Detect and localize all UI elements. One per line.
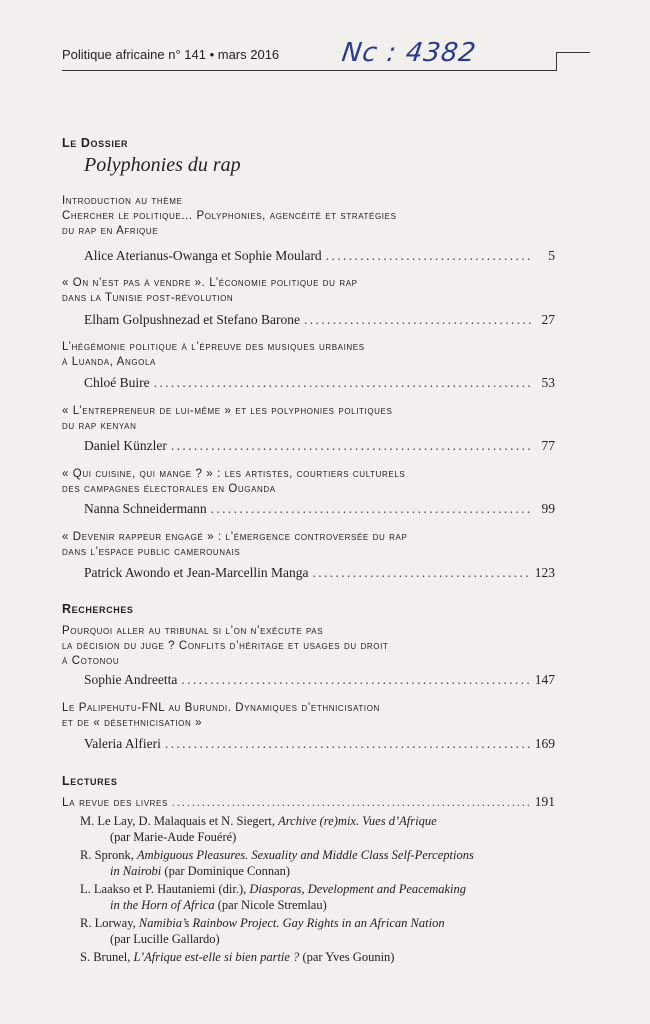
corner-mark: [556, 52, 557, 71]
review-item[interactable]: [80, 949, 520, 965]
title-line: « Qui cuisine, qui mange ? » : les artistes, courtiers culturels: [62, 468, 406, 480]
review-item[interactable]: [80, 881, 520, 913]
page-number: 147: [534, 672, 555, 687]
review-item[interactable]: [80, 915, 520, 947]
review-author: R. Spronk,: [80, 848, 137, 862]
article-title: [62, 340, 542, 370]
review-reviewer: (par Lucille Gallardo): [110, 932, 220, 946]
title-line: L’hégémonie politique à l’épreuve des musiques urbaines: [62, 341, 365, 353]
toc-entry[interactable]: [84, 736, 555, 752]
review-book-title: Diasporas, Development and Peacemaking: [249, 882, 467, 896]
article-authors: Patrick Awondo et Jean-Marcellin Manga: [84, 565, 309, 580]
section-heading-lectures: Lectures: [62, 774, 118, 788]
article-title: [62, 701, 542, 731]
review-reviewer: (par Yves Gounin): [299, 950, 395, 964]
leader-dots: [154, 375, 533, 391]
title-line: Pourquoi aller au tribunal si l’on n’exécute pas: [62, 625, 324, 637]
review-book-title: Ambiguous Pleasures. Sexuality and Middle Class Self-Perceptions: [136, 848, 474, 862]
section-heading-recherches: Recherches: [62, 602, 134, 616]
toc-entry[interactable]: [84, 438, 555, 454]
leader-dots: [312, 565, 530, 581]
article-title: [62, 276, 542, 306]
leader-dots: [304, 312, 533, 328]
toc-entry[interactable]: [84, 248, 555, 264]
leader-dots: [171, 438, 533, 454]
review-item[interactable]: [80, 813, 520, 845]
leader-dots: [165, 736, 531, 752]
toc-entry[interactable]: [84, 565, 555, 581]
review-reviewer: (par Marie-Aude Fouéré): [110, 830, 237, 844]
review-author: L. Laakso et P. Hautaniemi (dir.),: [80, 882, 250, 896]
toc-entry-revue[interactable]: [62, 794, 555, 810]
review-book-title-cont: in the Horn of Africa: [110, 898, 215, 912]
leader-dots: [326, 248, 533, 264]
article-authors: Alice Aterianus-Owanga et Sophie Moulard: [84, 248, 322, 263]
leader-dots: [211, 501, 533, 517]
article-authors: Nanna Schneidermann: [84, 501, 207, 516]
article-authors: Chloé Buire: [84, 375, 150, 390]
page-number: 99: [541, 501, 555, 516]
page-number: 169: [534, 736, 555, 751]
title-line: « On n’est pas à vendre ». L’économie politique du rap: [62, 277, 358, 289]
page-number: 27: [541, 312, 555, 327]
title-line: à Luanda, Angola: [62, 356, 156, 368]
review-author: R. Lorway,: [80, 916, 139, 930]
title-line: Introduction au thème: [62, 195, 183, 207]
title-line: la décision du juge ? Conflits d’héritage et usages du droit: [62, 640, 389, 652]
article-authors: Elham Golpushnezad et Stefano Barone: [84, 312, 300, 327]
page-number: 191: [534, 794, 555, 809]
title-line: Le Palipehutu-FNL au Burundi. Dynamiques d’ethnicisation: [62, 702, 380, 714]
corner-mark-top: [556, 52, 590, 53]
review-reviewer: (par Dominique Connan): [161, 864, 291, 878]
journal-header: Politique africaine n° 141 • mars 2016: [62, 47, 280, 62]
leader-dots: [172, 795, 531, 810]
title-line: des campagnes électorales en Ouganda: [62, 483, 276, 495]
leader-dots: [181, 672, 530, 688]
review-book-title: Archive (re)mix. Vues d’Afrique: [278, 814, 437, 828]
review-book-title-cont: in Nairobi: [110, 864, 162, 878]
section-heading-dossier: Le Dossier: [62, 136, 129, 150]
article-title: [62, 530, 542, 560]
page-number: 77: [541, 438, 555, 453]
dossier-title: Polyphonies du rap: [84, 154, 241, 176]
review-item[interactable]: [80, 847, 520, 879]
page-number: 53: [541, 375, 555, 390]
article-authors: Valeria Alfieri: [84, 736, 161, 751]
review-author: S. Brunel,: [80, 950, 134, 964]
page-number: 5: [548, 248, 555, 263]
toc-entry[interactable]: [84, 375, 555, 391]
toc-entry[interactable]: [84, 501, 555, 517]
review-author: M. Le Lay, D. Malaquais et N. Siegert,: [80, 814, 279, 828]
title-line: et de « désethnicisation »: [62, 717, 203, 729]
toc-entry[interactable]: [84, 672, 555, 688]
title-line: du rap en Afrique: [62, 225, 159, 237]
article-title: [62, 467, 542, 497]
article-authors: Daniel Künzler: [84, 438, 167, 453]
review-book-title: L’Afrique est-elle si bien partie ?: [133, 950, 300, 964]
title-line: dans l’espace public camerounais: [62, 546, 241, 558]
article-title: [62, 624, 542, 669]
handwritten-note: Nc : 4382: [339, 38, 479, 68]
toc-entry[interactable]: [84, 312, 555, 328]
header-rule: [62, 70, 556, 71]
review-reviewer: (par Nicole Stremlau): [214, 898, 327, 912]
revue-label: La revue des livres: [62, 795, 168, 809]
article-title: [62, 404, 542, 434]
page-number: 123: [534, 565, 555, 580]
article-title: [62, 194, 542, 239]
title-line: « Devenir rappeur engagé » : l’émergence controversée du rap: [62, 531, 408, 543]
title-line: à Cotonou: [62, 655, 120, 667]
title-line: du rap kenyan: [62, 420, 137, 432]
title-line: Chercher le politique... Polyphonies, agencéité et stratégies: [62, 210, 397, 222]
title-line: dans la Tunisie post-révolution: [62, 292, 234, 304]
review-book-title: Namibia’s Rainbow Project. Gay Rights in an African Nation: [138, 916, 445, 930]
title-line: « L’entrepreneur de lui-même » et les polyphonies politiques: [62, 405, 393, 417]
article-authors: Sophie Andreetta: [84, 672, 178, 687]
